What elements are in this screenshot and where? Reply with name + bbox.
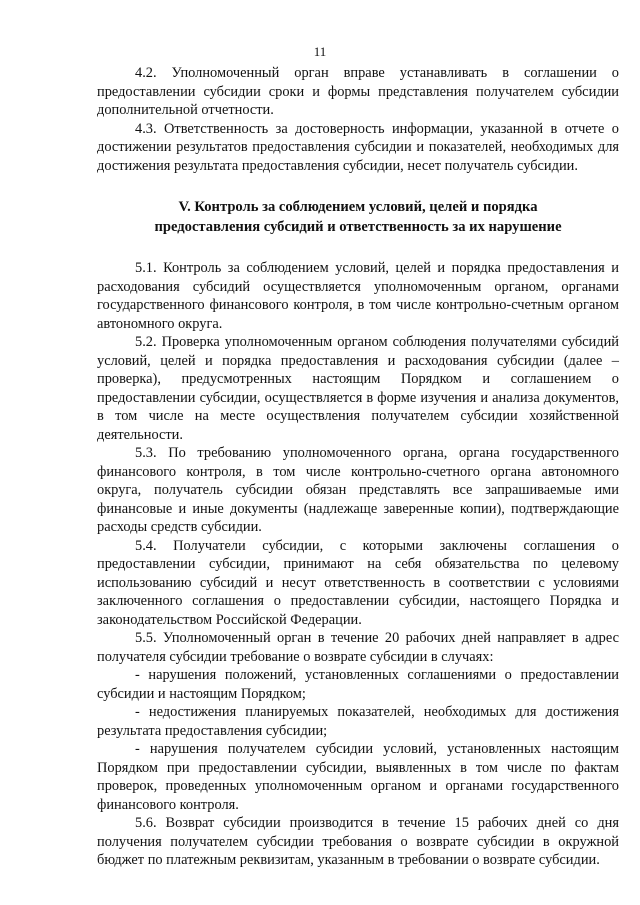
paragraph-5-2: 5.2. Проверка уполномоченным органом соблюдения получателями субсидий условий, целей и порядка предоставления и расходования субсидии (далее – проверка), предусмотренных настоящим Порядком и соглашением о предоставлении субсидии, осуществляется в форме изучения и анализа документов, в том числе на месте осуществления получателем субсидии хозяйственной деятельности. [97,334,619,443]
paragraph-4-3: 4.3. Ответственность за достоверность информации, указанной в отчете о достижении результатов предоставления субсидии и показателей, необходимых для достижения результата предоставления субсидии, несет получатель субсидии. [97,120,619,174]
section-title-line-2: предоставления субсидий и ответственность за их нарушение [154,219,562,235]
document-body [97,64,619,870]
section-title [97,197,619,237]
paragraph-4-2: 4.2. Уполномоченный орган вправе устанавливать в соглашении о предоставлении субсидии сроки и формы представления получателем субсидии дополнительной отчетности. [97,65,619,118]
paragraph-5-6: 5.6. Возврат субсидии производится в течение 15 рабочих дней со дня получения получателем субсидии требования о возврате субсидии в окружной бюджет по платежным реквизитам, указанным в требовании о возврате субсидии. [97,815,619,868]
paragraph-5-3: 5.3. По требованию уполномоченного органа, органа государственного финансового контроля, в том числе контрольно-счетного органа автономного округа, получатель субсидии обязан представлять все запрашиваемые ими финансовые и иные документы (надлежаще заверенные копии), подтверждающие расходы средств субсидии. [97,445,619,535]
section-title-line-1: V. Контроль за соблюдением условий, целей и порядка [178,199,538,215]
list-item-indicators-not-achieved: - недостижения планируемых показателей, необходимых для достижения результата предоставления субсидии; [97,704,619,739]
paragraph-5-4: 5.4. Получатели субсидии, с которыми заключены соглашения о предоставлении субсидии, принимают на себя обязательства по целевому использованию субсидий и несут ответственность в соответствии с условиями заключенного соглашения о предоставлении субсидии, настоящего Порядка и законодательством Российской Федерации. [97,537,619,628]
paragraph-5-1: 5.1. Контроль за соблюдением условий, целей и порядка предоставления и расходования субсидий осуществляется уполномоченным органом, органами государственного финансового контроля, в том числе контрольно-счетным органом автономного округа. [97,260,619,332]
list-item-violation-conditions: - нарушения получателем субсидии условий, установленных настоящим Порядком при предоставлении субсидии, выявленных в том числе по фактам проверок, проведенных уполномоченным органом и органами государственного финансового контроля. [97,741,619,813]
page-number: 11 [313,44,327,59]
list-item-violation-provisions: - нарушения положений, установленных соглашениями о предоставлении субсидии и настоящим Порядком; [97,667,619,702]
paragraph-5-5: 5.5. Уполномоченный орган в течение 20 рабочих дней направляет в адрес получателя субсидии требование о возврате субсидии в случаях: [97,630,619,665]
